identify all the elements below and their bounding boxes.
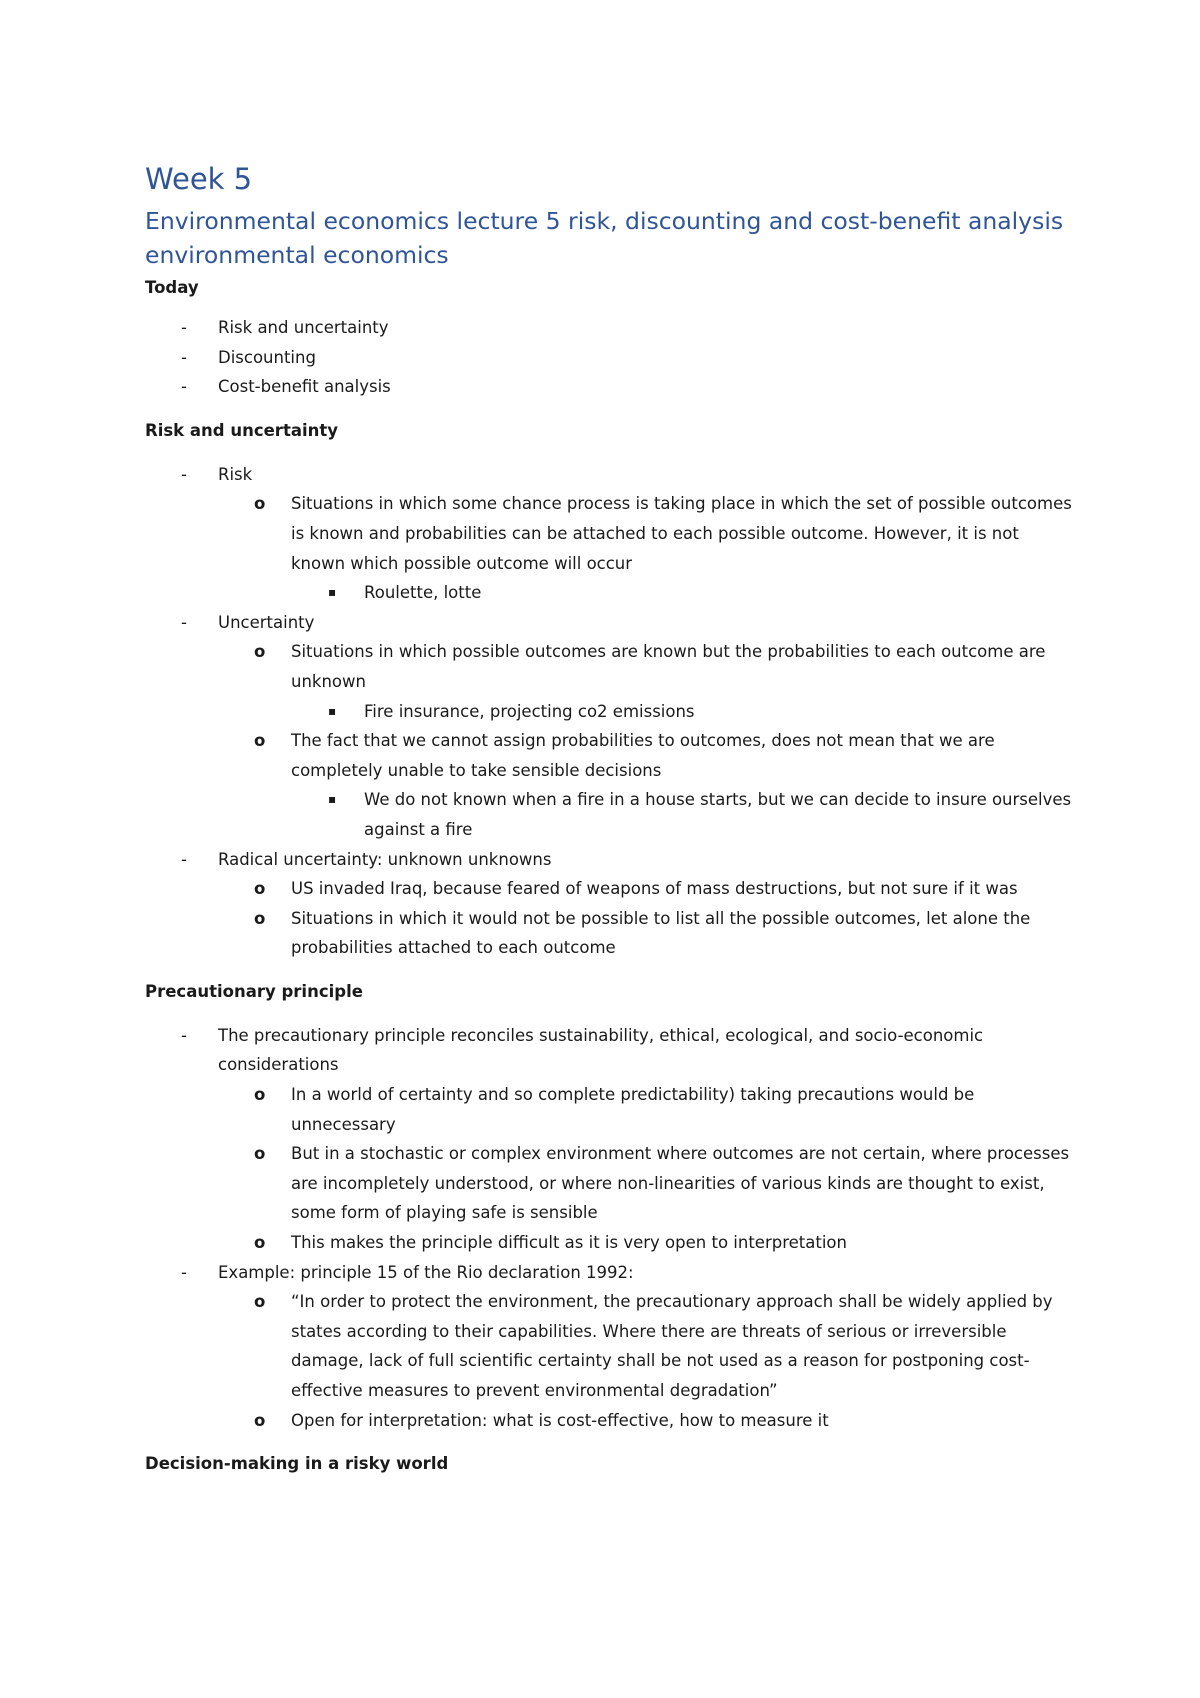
sub-list-item-text: Situations in which possible outcomes are known but the probabilities to each outcome are unknown [291, 642, 1046, 691]
list-item [145, 845, 1075, 963]
sub-list-item-text: But in a stochastic or complex environment where outcomes are not certain, where processes are incompletely understood, or where non-linearities of various kinds are thought to exist, some form of playing safe is sensible [291, 1144, 1070, 1223]
sub-list [218, 1080, 1075, 1258]
sub-list-item [145, 1228, 1075, 1258]
bullet-list [145, 460, 1075, 963]
section-risk-and-uncertainty [145, 417, 1075, 963]
list-item-text: The precautionary principle reconciles sustainability, ethical, ecological, and socio-economic considerations [218, 1025, 984, 1075]
section-today [145, 274, 1075, 402]
list-item [145, 1021, 1075, 1258]
sub-list-item-text: The fact that we cannot assign probabilities to outcomes, does not mean that we are completely unable to take sensible decisions [291, 731, 995, 780]
sub-list-item-text: Situations in which some chance process is taking place in which the set of possible outcomes is known and probabilities can be attached to each possible outcome. However, it is not known which possible outcome will occur [291, 494, 1072, 573]
sub-list-item [145, 489, 1075, 607]
sub-sub-list [291, 697, 1075, 727]
section-heading: Risk and uncertainty [145, 420, 339, 440]
list-item [145, 608, 1075, 845]
list-item [145, 1258, 1075, 1436]
sub-sub-list [291, 578, 1075, 608]
bullet-list [145, 1021, 1075, 1435]
list-item-text: Radical uncertainty: unknown unknowns [218, 849, 552, 869]
sub-list-item-text: Situations in which it would not be possible to list all the possible outcomes, let alone the probabilities attached to each outcome [291, 908, 1031, 958]
sub-sub-list-item-text: Roulette, lotte [364, 583, 482, 603]
section-heading: Today [145, 278, 199, 297]
list-item-text: Risk [218, 464, 253, 484]
sub-list [218, 874, 1075, 963]
section-precautionary-principle [145, 978, 1075, 1435]
document-page [145, 160, 1075, 1493]
sub-list-item-text: “In order to protect the environment, the precautionary approach shall be widely applied by states according to their capabilities. Where there are threats of serious or irreversible damage, lack of full scientific certainty shall be not used as a reason for postponing cost-effective measures to prevent environmental degradation” [291, 1292, 1053, 1400]
sub-sub-list-item-text: Fire insurance, projecting co2 emissions [364, 701, 695, 721]
sub-sub-list-item [145, 578, 1075, 608]
sub-list-item [145, 637, 1075, 726]
sub-sub-list [291, 785, 1075, 844]
document-title: Week 5 [145, 162, 253, 196]
list-item [145, 313, 1075, 343]
sub-list-item-text: In a world of certainty and so complete predictability) taking precautions would be unnecessary [291, 1085, 975, 1134]
sub-list-item-text: Open for interpretation: what is cost-effective, how to measure it [291, 1410, 829, 1430]
sub-list-item [145, 1287, 1075, 1405]
list-item-text: Uncertainty [218, 612, 315, 632]
section-heading: Decision-making in a risky world [145, 1454, 449, 1474]
section-decision-making [145, 1450, 1075, 1478]
list-item-text: Risk and uncertainty [218, 318, 389, 337]
list-item [145, 343, 1075, 373]
bullet-list [145, 313, 1075, 402]
list-item-text: Example: principle 15 of the Rio declaration 1992: [218, 1262, 634, 1282]
sub-sub-list-item [145, 785, 1075, 844]
list-item [145, 460, 1075, 608]
sub-list-item [145, 1139, 1075, 1228]
sub-list-item-text: US invaded Iraq, because feared of weapons of mass destructions, but not sure if it was [291, 879, 1018, 899]
sub-list-item [145, 726, 1075, 844]
section-heading: Precautionary principle [145, 981, 363, 1001]
sub-list [218, 637, 1075, 844]
sub-list-item [145, 1406, 1075, 1436]
sub-list-item [145, 874, 1075, 904]
sub-sub-list-item [145, 697, 1075, 727]
list-item-text: Discounting [218, 347, 316, 367]
list-item [145, 372, 1075, 402]
sub-list [218, 1287, 1075, 1435]
sub-sub-list-item-text: We do not known when a fire in a house starts, but we can decide to insure ourselves against a fire [364, 790, 1072, 839]
sub-list-item [145, 904, 1075, 963]
sub-list-item [145, 1080, 1075, 1139]
sub-list [218, 489, 1075, 607]
document-subtitle: Environmental economics lecture 5 risk, discounting and cost-benefit analysis environmental economics [145, 207, 1064, 269]
sub-list-item-text: This makes the principle difficult as it is very open to interpretation [291, 1233, 847, 1253]
list-item-text: Cost-benefit analysis [218, 377, 391, 397]
